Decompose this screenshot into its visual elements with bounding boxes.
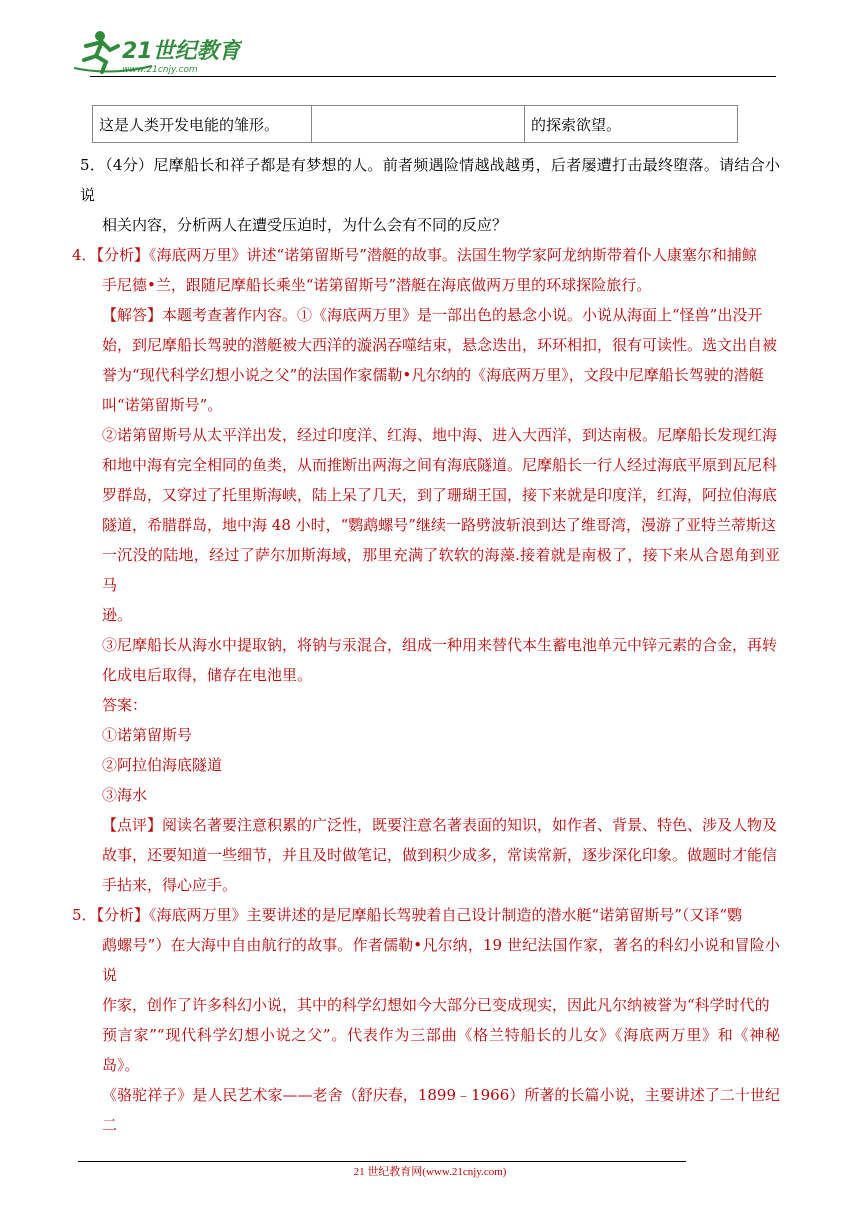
answer-4 bbox=[72, 240, 780, 900]
answer-item: ③海水 bbox=[102, 786, 148, 804]
table-cell: 的探索欲望。 bbox=[525, 106, 738, 143]
answer-item: ①诺第留斯号 bbox=[102, 726, 193, 744]
answer-table bbox=[92, 105, 738, 143]
footer-text: 21 世纪教育网(www.21cnjy.com) bbox=[353, 1166, 507, 1178]
solution-line: 逊。 bbox=[102, 606, 133, 624]
analysis-line: 鹉螺号”）在大海中自由航行的故事。作者儒勒•凡尔纳，19 世纪法国作家，著名的科幻小说和冒险小说 bbox=[102, 936, 780, 984]
solution-line: ②诺第留斯号从太平洋出发，经过印度洋、红海、地中海、进入大西洋，到达南极。尼摩船长发现红海 bbox=[102, 426, 778, 444]
solution-line: 和地中海有完全相同的鱼类，从而推断出两海之间有海底隧道。尼摩船长一行人经过海底平原到瓦尼科 bbox=[102, 456, 778, 474]
content-body bbox=[72, 150, 780, 1140]
solution-line: 始，到尼摩船长驾驶的潜艇被大西洋的漩涡吞噬结束，悬念迭出，环环相扣，很有可读性。选文出自被 bbox=[102, 336, 778, 354]
question-5 bbox=[80, 150, 780, 240]
analysis-line: 作家，创作了许多科幻小说，其中的科学幻想如今大部分已变成现实，因此凡尔纳被誉为“科学时代的 bbox=[102, 996, 770, 1014]
analysis-line: 4．【分析】《海底两万里》讲述“诺第留斯号”潜艇的故事。法国生物学家阿龙纳斯带着仆人康塞尔和捕鲸 bbox=[72, 246, 757, 264]
comment-line: 故事，还要知道一些细节，并且及时做笔记，做到积少成多，常读常新，逐步深化印象。做题时才能信 bbox=[102, 846, 778, 864]
solution-line: 隧道，希腊群岛，地中海 48 小时，“鹦鹉螺号”继续一路劈波斩浪到达了维哥湾，漫游了亚特兰蒂斯这 bbox=[102, 516, 776, 534]
footer-divider bbox=[78, 1161, 686, 1162]
solution-line: 誉为“现代科学幻想小说之父”的法国作家儒勒•凡尔纳的《海底两万里》，文段中尼摩船长驾驶的潜艇 bbox=[102, 366, 764, 384]
solution-line: ③尼摩船长从海水中提取钠，将钠与汞混合，组成一种用来替代本生蓄电池单元中锌元素的合金，再转 bbox=[102, 636, 778, 654]
analysis-line: 预言家”“现代科学幻想小说之父”。代表作为三部曲《格兰特船长的儿女》《海底两万里》和《神秘岛》。 bbox=[102, 1026, 780, 1074]
solution-line: 罗群岛，又穿过了托里斯海峡，陆上呆了几天，到了珊瑚王国，接下来就是印度洋，红海，阿拉伯海底 bbox=[102, 486, 778, 504]
answer-label: 答案： bbox=[102, 696, 148, 714]
solution-line: 叫“诺第留斯号”。 bbox=[102, 396, 223, 414]
comment-line: 手拈来，得心应手。 bbox=[102, 876, 238, 894]
answer-5 bbox=[72, 900, 780, 1140]
solution-line: 一沉没的陆地，经过了萨尔加斯海域，那里充满了软软的海藻.接着就是南极了，接下来从合恩角到亚马 bbox=[102, 546, 780, 594]
solution-line: 化成电后取得，储存在电池里。 bbox=[102, 666, 313, 684]
table-cell: 这是人类开发电能的雏形。 bbox=[93, 106, 312, 143]
header-divider bbox=[90, 76, 776, 77]
svg-text:21世纪教育: 21世纪教育 bbox=[122, 39, 241, 64]
comment-line: 【点评】阅读名著要注意积累的广泛性，既要注意名著表面的知识，如作者、背景、特色、涉及人物及 bbox=[102, 816, 778, 834]
table-cell bbox=[312, 106, 525, 143]
solution-line: 【解答】本题考查著作内容。①《海底两万里》是一部出色的悬念小说。小说从海面上“怪兽”出没开 bbox=[102, 306, 763, 324]
analysis-line: 手尼德•兰，跟随尼摩船长乘坐“诺第留斯号”潜艇在海底做两万里的环球探险旅行。 bbox=[102, 276, 652, 294]
svg-text:www.21cnjy.com: www.21cnjy.com bbox=[122, 65, 198, 75]
answer-item: ②阿拉伯海底隧道 bbox=[102, 756, 223, 774]
question-line: 相关内容，分析两人在遭受压迫时，为什么会有不同的反应？ bbox=[102, 216, 508, 234]
site-logo bbox=[72, 26, 242, 78]
question-line: 5．（4分）尼摩船长和祥子都是有梦想的人。前者频遇险情越战越勇，后者屡遭打击最终堕落。请结合小说 bbox=[80, 156, 780, 204]
page-header bbox=[0, 0, 860, 80]
analysis-line: 《骆驼祥子》是人民艺术家——老舍（舒庆春，1899﹣1966）所著的长篇小说，主要讲述了二十世纪二 bbox=[102, 1086, 780, 1134]
analysis-line: 5．【分析】《海底两万里》主要讲述的是尼摩船长驾驶着自己设计制造的潜水艇“诺第留斯号”（又译“鹦 bbox=[72, 906, 743, 924]
table-row bbox=[93, 106, 738, 143]
